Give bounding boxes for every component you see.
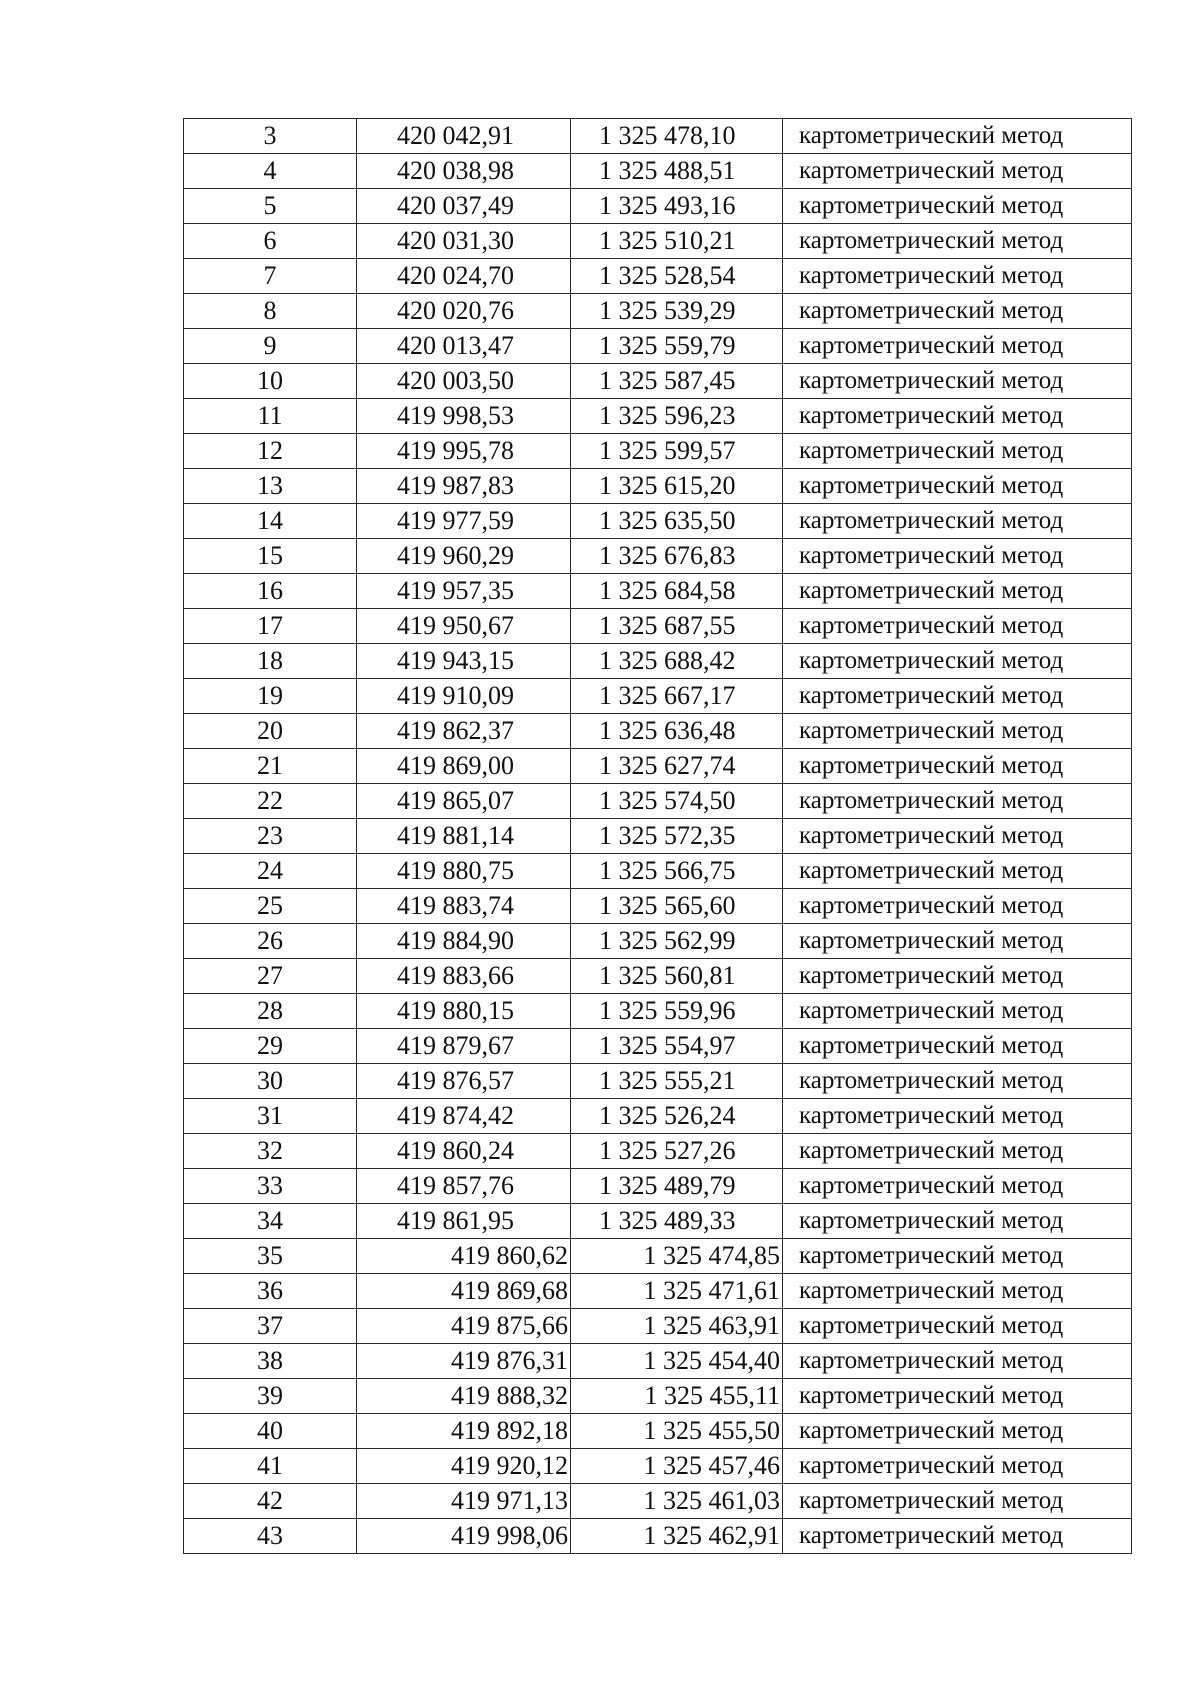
table-row xyxy=(184,1274,1132,1309)
table-row xyxy=(184,364,1132,399)
coordinate-y-cell: 1 325 667,17 xyxy=(571,679,783,714)
method-cell: картометрический метод xyxy=(783,994,1132,1029)
table-row xyxy=(184,574,1132,609)
coordinate-x-cell: 419 957,35 xyxy=(357,574,571,609)
coordinate-x-cell: 419 998,53 xyxy=(357,399,571,434)
table-row xyxy=(184,714,1132,749)
method-cell: картометрический метод xyxy=(783,924,1132,959)
point-number-cell: 20 xyxy=(184,714,357,749)
method-cell: картометрический метод xyxy=(783,1449,1132,1484)
point-number-cell: 30 xyxy=(184,1064,357,1099)
coordinate-y-cell: 1 325 489,33 xyxy=(571,1204,783,1239)
method-cell: картометрический метод xyxy=(783,1169,1132,1204)
coordinate-x-cell: 420 024,70 xyxy=(357,259,571,294)
method-cell: картометрический метод xyxy=(783,714,1132,749)
table-row xyxy=(184,819,1132,854)
coordinate-x-cell: 419 883,66 xyxy=(357,959,571,994)
table-row xyxy=(184,784,1132,819)
coordinate-x-cell: 419 881,14 xyxy=(357,819,571,854)
coordinate-y-cell: 1 325 559,79 xyxy=(571,329,783,364)
coordinate-y-cell: 1 325 526,24 xyxy=(571,1099,783,1134)
coordinate-y-cell: 1 325 627,74 xyxy=(571,749,783,784)
table-row xyxy=(184,1134,1132,1169)
method-cell: картометрический метод xyxy=(783,1414,1132,1449)
coordinate-x-cell: 419 875,66 xyxy=(357,1309,571,1344)
coordinate-x-cell: 419 860,62 xyxy=(357,1239,571,1274)
method-cell: картометрический метод xyxy=(783,119,1132,154)
point-number-cell: 40 xyxy=(184,1414,357,1449)
point-number-cell: 31 xyxy=(184,1099,357,1134)
coordinate-y-cell: 1 325 461,03 xyxy=(571,1484,783,1519)
point-number-cell: 15 xyxy=(184,539,357,574)
coordinate-y-cell: 1 325 527,26 xyxy=(571,1134,783,1169)
coordinate-y-cell: 1 325 457,46 xyxy=(571,1449,783,1484)
method-cell: картометрический метод xyxy=(783,1379,1132,1414)
point-number-cell: 4 xyxy=(184,154,357,189)
method-cell: картометрический метод xyxy=(783,364,1132,399)
table-row xyxy=(184,434,1132,469)
table-row xyxy=(184,1099,1132,1134)
method-cell: картометрический метод xyxy=(783,1064,1132,1099)
table-row xyxy=(184,1029,1132,1064)
point-number-cell: 29 xyxy=(184,1029,357,1064)
coordinate-y-cell: 1 325 554,97 xyxy=(571,1029,783,1064)
point-number-cell: 19 xyxy=(184,679,357,714)
point-number-cell: 7 xyxy=(184,259,357,294)
method-cell: картометрический метод xyxy=(783,679,1132,714)
table-row xyxy=(184,1169,1132,1204)
coordinate-x-cell: 419 888,32 xyxy=(357,1379,571,1414)
table-row xyxy=(184,609,1132,644)
table-row xyxy=(184,399,1132,434)
method-cell: картометрический метод xyxy=(783,1484,1132,1519)
coordinate-y-cell: 1 325 528,54 xyxy=(571,259,783,294)
coordinate-y-cell: 1 325 562,99 xyxy=(571,924,783,959)
method-cell: картометрический метод xyxy=(783,539,1132,574)
coordinate-y-cell: 1 325 635,50 xyxy=(571,504,783,539)
coordinate-x-cell: 419 910,09 xyxy=(357,679,571,714)
coordinate-y-cell: 1 325 493,16 xyxy=(571,189,783,224)
point-number-cell: 42 xyxy=(184,1484,357,1519)
coordinate-y-cell: 1 325 572,35 xyxy=(571,819,783,854)
method-cell: картометрический метод xyxy=(783,574,1132,609)
coordinate-y-cell: 1 325 599,57 xyxy=(571,434,783,469)
table-row xyxy=(184,504,1132,539)
coordinate-x-cell: 419 960,29 xyxy=(357,539,571,574)
coordinate-x-cell: 420 013,47 xyxy=(357,329,571,364)
point-number-cell: 26 xyxy=(184,924,357,959)
method-cell: картометрический метод xyxy=(783,434,1132,469)
point-number-cell: 28 xyxy=(184,994,357,1029)
table-row xyxy=(184,679,1132,714)
method-cell: картометрический метод xyxy=(783,1309,1132,1344)
point-number-cell: 8 xyxy=(184,294,357,329)
table-row xyxy=(184,1484,1132,1519)
coordinate-x-cell: 419 876,57 xyxy=(357,1064,571,1099)
point-number-cell: 5 xyxy=(184,189,357,224)
coordinate-x-cell: 419 874,42 xyxy=(357,1099,571,1134)
point-number-cell: 36 xyxy=(184,1274,357,1309)
table-row xyxy=(184,189,1132,224)
coordinate-y-cell: 1 325 489,79 xyxy=(571,1169,783,1204)
point-number-cell: 39 xyxy=(184,1379,357,1414)
coordinate-y-cell: 1 325 560,81 xyxy=(571,959,783,994)
table-row xyxy=(184,889,1132,924)
method-cell: картометрический метод xyxy=(783,784,1132,819)
point-number-cell: 25 xyxy=(184,889,357,924)
coordinate-y-cell: 1 325 478,10 xyxy=(571,119,783,154)
point-number-cell: 34 xyxy=(184,1204,357,1239)
point-number-cell: 35 xyxy=(184,1239,357,1274)
coordinate-x-cell: 420 037,49 xyxy=(357,189,571,224)
table-row xyxy=(184,924,1132,959)
method-cell: картометрический метод xyxy=(783,819,1132,854)
point-number-cell: 9 xyxy=(184,329,357,364)
coordinate-x-cell: 419 892,18 xyxy=(357,1414,571,1449)
coordinate-x-cell: 419 865,07 xyxy=(357,784,571,819)
method-cell: картометрический метод xyxy=(783,749,1132,784)
table-row xyxy=(184,1344,1132,1379)
coordinate-x-cell: 420 031,30 xyxy=(357,224,571,259)
point-number-cell: 11 xyxy=(184,399,357,434)
coordinate-y-cell: 1 325 566,75 xyxy=(571,854,783,889)
method-cell: картометрический метод xyxy=(783,399,1132,434)
method-cell: картометрический метод xyxy=(783,329,1132,364)
method-cell: картометрический метод xyxy=(783,189,1132,224)
coordinate-x-cell: 419 860,24 xyxy=(357,1134,571,1169)
coordinate-x-cell: 419 876,31 xyxy=(357,1344,571,1379)
method-cell: картометрический метод xyxy=(783,294,1132,329)
table-row xyxy=(184,1204,1132,1239)
coordinate-y-cell: 1 325 455,50 xyxy=(571,1414,783,1449)
table-row xyxy=(184,1449,1132,1484)
table-row xyxy=(184,1414,1132,1449)
method-cell: картометрический метод xyxy=(783,1134,1132,1169)
point-number-cell: 18 xyxy=(184,644,357,679)
table-row xyxy=(184,259,1132,294)
point-number-cell: 21 xyxy=(184,749,357,784)
table-row xyxy=(184,644,1132,679)
coordinate-y-cell: 1 325 684,58 xyxy=(571,574,783,609)
coordinate-x-cell: 419 857,76 xyxy=(357,1169,571,1204)
table-row xyxy=(184,959,1132,994)
coordinate-y-cell: 1 325 454,40 xyxy=(571,1344,783,1379)
table-row xyxy=(184,1379,1132,1414)
table-row xyxy=(184,854,1132,889)
table-row xyxy=(184,994,1132,1029)
coordinate-x-cell: 419 971,13 xyxy=(357,1484,571,1519)
coordinate-x-cell: 419 987,83 xyxy=(357,469,571,504)
coordinate-y-cell: 1 325 471,61 xyxy=(571,1274,783,1309)
coordinate-x-cell: 419 869,00 xyxy=(357,749,571,784)
coordinate-x-cell: 419 861,95 xyxy=(357,1204,571,1239)
point-number-cell: 27 xyxy=(184,959,357,994)
point-number-cell: 38 xyxy=(184,1344,357,1379)
table-row xyxy=(184,154,1132,189)
coordinate-x-cell: 420 020,76 xyxy=(357,294,571,329)
table-row xyxy=(184,294,1132,329)
coordinate-x-cell: 419 998,06 xyxy=(357,1519,571,1554)
coordinate-x-cell: 420 038,98 xyxy=(357,154,571,189)
coordinate-x-cell: 419 883,74 xyxy=(357,889,571,924)
coordinate-x-cell: 419 977,59 xyxy=(357,504,571,539)
coordinate-y-cell: 1 325 676,83 xyxy=(571,539,783,574)
coordinates-table-body xyxy=(184,119,1132,1554)
point-number-cell: 10 xyxy=(184,364,357,399)
coordinate-y-cell: 1 325 488,51 xyxy=(571,154,783,189)
coordinate-y-cell: 1 325 587,45 xyxy=(571,364,783,399)
point-number-cell: 24 xyxy=(184,854,357,889)
method-cell: картометрический метод xyxy=(783,1274,1132,1309)
table-row xyxy=(184,1064,1132,1099)
coordinate-y-cell: 1 325 565,60 xyxy=(571,889,783,924)
method-cell: картометрический метод xyxy=(783,889,1132,924)
method-cell: картометрический метод xyxy=(783,959,1132,994)
point-number-cell: 41 xyxy=(184,1449,357,1484)
point-number-cell: 12 xyxy=(184,434,357,469)
table-row xyxy=(184,119,1132,154)
point-number-cell: 32 xyxy=(184,1134,357,1169)
table-row xyxy=(184,469,1132,504)
coordinate-y-cell: 1 325 463,91 xyxy=(571,1309,783,1344)
coordinate-x-cell: 419 943,15 xyxy=(357,644,571,679)
coordinate-y-cell: 1 325 559,96 xyxy=(571,994,783,1029)
method-cell: картометрический метод xyxy=(783,1204,1132,1239)
coordinate-y-cell: 1 325 596,23 xyxy=(571,399,783,434)
table-row xyxy=(184,329,1132,364)
coordinate-x-cell: 419 862,37 xyxy=(357,714,571,749)
method-cell: картометрический метод xyxy=(783,609,1132,644)
coordinate-x-cell: 419 880,15 xyxy=(357,994,571,1029)
coordinate-x-cell: 420 042,91 xyxy=(357,119,571,154)
point-number-cell: 17 xyxy=(184,609,357,644)
coordinate-y-cell: 1 325 688,42 xyxy=(571,644,783,679)
coordinate-x-cell: 419 869,68 xyxy=(357,1274,571,1309)
method-cell: картометрический метод xyxy=(783,1239,1132,1274)
table-row xyxy=(184,224,1132,259)
table-row xyxy=(184,1519,1132,1554)
coordinate-x-cell: 419 880,75 xyxy=(357,854,571,889)
coordinate-y-cell: 1 325 555,21 xyxy=(571,1064,783,1099)
point-number-cell: 22 xyxy=(184,784,357,819)
coordinate-x-cell: 419 995,78 xyxy=(357,434,571,469)
point-number-cell: 6 xyxy=(184,224,357,259)
coordinate-y-cell: 1 325 462,91 xyxy=(571,1519,783,1554)
coordinate-y-cell: 1 325 615,20 xyxy=(571,469,783,504)
table-row xyxy=(184,1239,1132,1274)
method-cell: картометрический метод xyxy=(783,224,1132,259)
point-number-cell: 33 xyxy=(184,1169,357,1204)
method-cell: картометрический метод xyxy=(783,1099,1132,1134)
coordinate-y-cell: 1 325 510,21 xyxy=(571,224,783,259)
coordinate-x-cell: 419 920,12 xyxy=(357,1449,571,1484)
coordinates-table xyxy=(183,118,1132,1554)
point-number-cell: 14 xyxy=(184,504,357,539)
point-number-cell: 3 xyxy=(184,119,357,154)
coordinate-x-cell: 419 950,67 xyxy=(357,609,571,644)
method-cell: картометрический метод xyxy=(783,1029,1132,1064)
coordinate-y-cell: 1 325 455,11 xyxy=(571,1379,783,1414)
coordinate-y-cell: 1 325 474,85 xyxy=(571,1239,783,1274)
point-number-cell: 16 xyxy=(184,574,357,609)
coordinate-y-cell: 1 325 687,55 xyxy=(571,609,783,644)
table-row xyxy=(184,749,1132,784)
coordinate-y-cell: 1 325 539,29 xyxy=(571,294,783,329)
method-cell: картометрический метод xyxy=(783,469,1132,504)
point-number-cell: 37 xyxy=(184,1309,357,1344)
method-cell: картометрический метод xyxy=(783,1344,1132,1379)
method-cell: картометрический метод xyxy=(783,259,1132,294)
coordinate-x-cell: 419 884,90 xyxy=(357,924,571,959)
table-row xyxy=(184,1309,1132,1344)
method-cell: картометрический метод xyxy=(783,1519,1132,1554)
point-number-cell: 43 xyxy=(184,1519,357,1554)
coordinate-y-cell: 1 325 574,50 xyxy=(571,784,783,819)
table-row xyxy=(184,539,1132,574)
method-cell: картометрический метод xyxy=(783,504,1132,539)
point-number-cell: 13 xyxy=(184,469,357,504)
coordinate-y-cell: 1 325 636,48 xyxy=(571,714,783,749)
coordinate-x-cell: 419 879,67 xyxy=(357,1029,571,1064)
method-cell: картометрический метод xyxy=(783,644,1132,679)
coordinate-x-cell: 420 003,50 xyxy=(357,364,571,399)
method-cell: картометрический метод xyxy=(783,854,1132,889)
method-cell: картометрический метод xyxy=(783,154,1132,189)
point-number-cell: 23 xyxy=(184,819,357,854)
